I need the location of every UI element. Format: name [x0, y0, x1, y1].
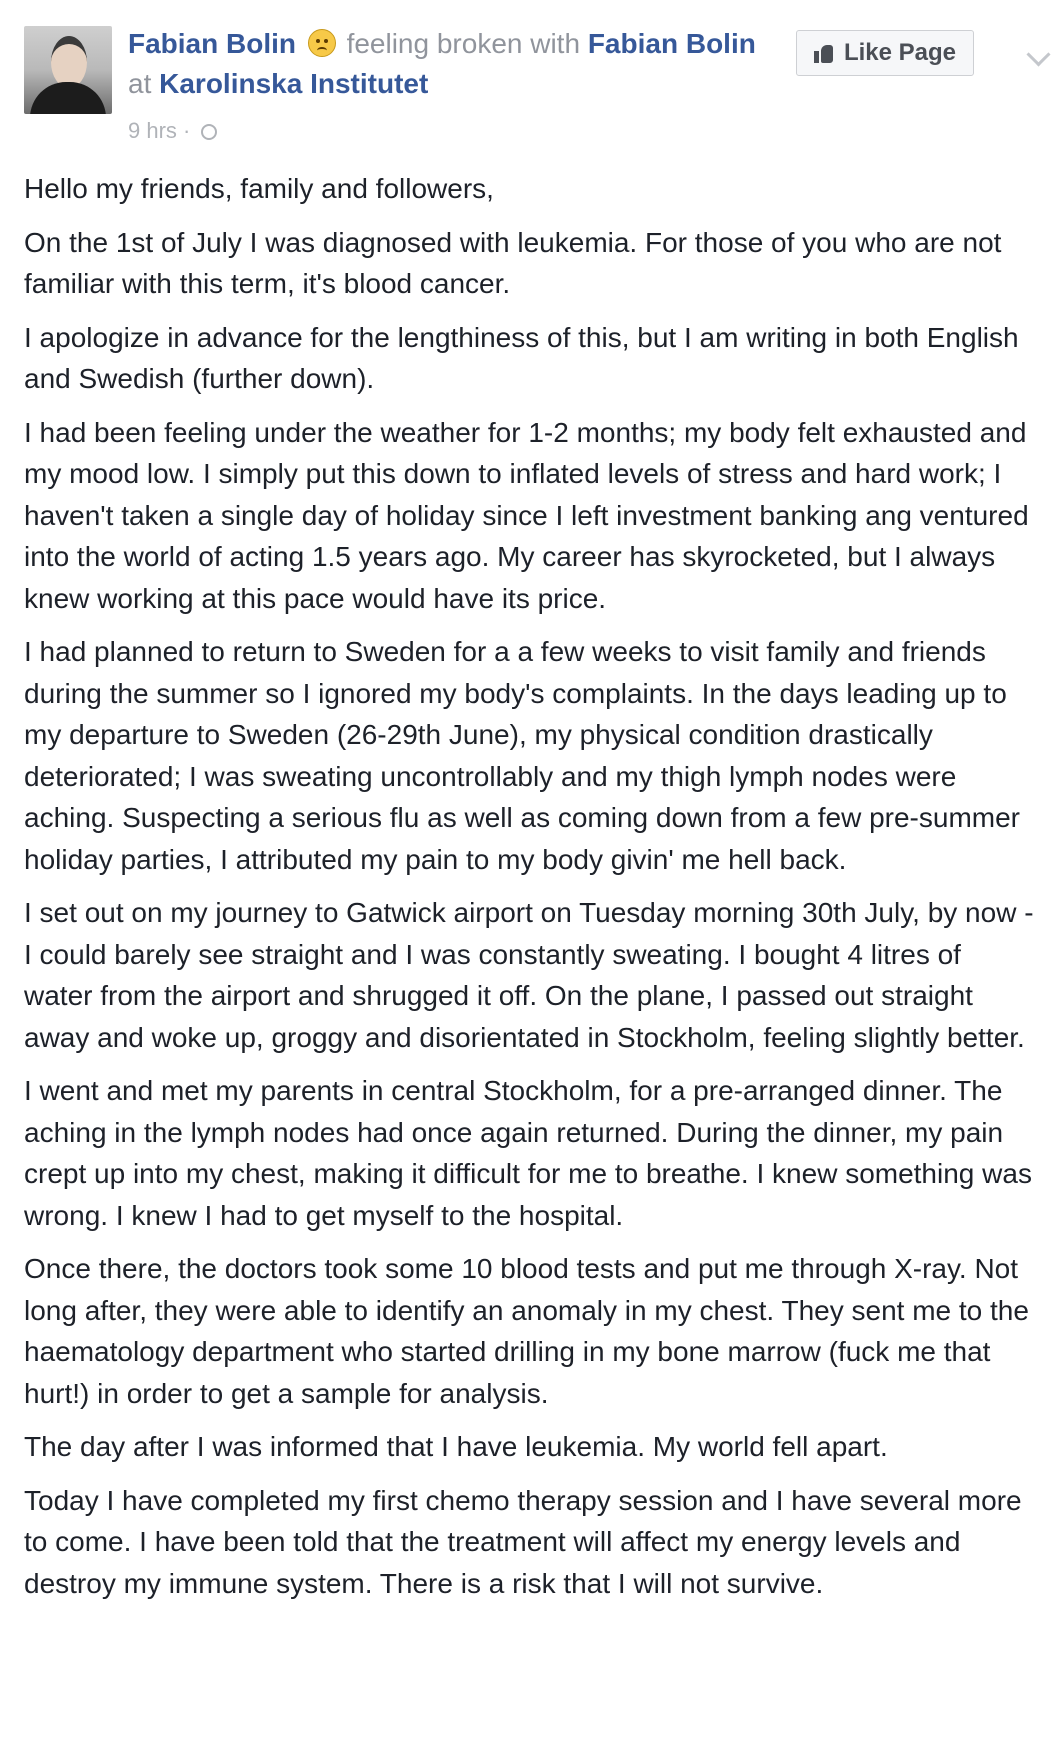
post-paragraph: I went and met my parents in central Stockholm, for a pre-arranged dinner. The aching in the lymph nodes had once again returned. During the dinner, my pain crept up into my chest, making it difficult for me to breathe. I knew something was wrong. I knew I had to get myself to the hospital. — [24, 1075, 1032, 1231]
avatar[interactable] — [24, 26, 112, 114]
at-text: at — [128, 68, 152, 99]
post-paragraph: I apologize in advance for the lengthiness of this, but I am writing in both English and Swedish (further down). — [24, 321, 1019, 394]
post-paragraph: Hello my friends, family and followers, — [24, 173, 494, 204]
activity-text: feeling broken with — [346, 28, 581, 59]
meta-separator: · — [183, 118, 191, 143]
tagged-person-link[interactable]: Fabian Bolin — [587, 28, 756, 59]
globe-icon[interactable] — [201, 124, 217, 140]
post-paragraph: Today I have completed my first chemo therapy session and I have several more to come. I have been told that the treatment will affect my energy levels and destroy my immune system. There is a risk that I will not survive. — [24, 1484, 1022, 1599]
post-body — [24, 168, 1034, 1616]
chevron-down-icon[interactable] — [1026, 42, 1050, 66]
post-header — [24, 22, 1034, 157]
post-paragraph: I had planned to return to Sweden for a a few weeks to visit family and friends during the summer so I ignored my body's complaints. In the days leading up to my departure to Sweden (26-29th June), my physical condition drastically deteriorated; I was sweating uncontrollably and my thigh lymph nodes were aching. Suspecting a serious flu as well as coming down from a few pre-summer holiday parties, I attributed my pain to my body givin' me hell back. — [24, 636, 1020, 875]
timestamp-link[interactable]: 9 hrs — [128, 118, 177, 143]
post-paragraph: On the 1st of July I was diagnosed with leukemia. For those of you who are not familiar with this term, it's blood cancer. — [24, 226, 1002, 299]
location-link[interactable]: Karolinska Institutet — [159, 68, 429, 99]
like-page-button[interactable] — [796, 30, 974, 76]
author-name-link[interactable]: Fabian Bolin — [128, 28, 296, 59]
post-paragraph: I set out on my journey to Gatwick airport on Tuesday morning 30th July, by now - I could barely see straight and I was constantly sweating. I bought 4 litres of water from the airport and shrugged it off. On the plane, I passed out straight away and woke up, groggy and disorientated in Stockholm, feeling slightly better. — [24, 897, 1034, 1053]
post-meta — [128, 118, 217, 144]
sad-face-emoji-icon — [308, 29, 336, 57]
avatar-shoulders — [30, 82, 106, 114]
avatar-head — [51, 36, 87, 88]
post-paragraph: I had been feeling under the weather for 1-2 months; my body felt exhausted and my mood low. I simply put this down to inflated levels of stress and hard work; I haven't taken a single day of holiday since I left investment banking ang ventured into the world of acting 1.5 years ago. My career has skyrocketed, but I always knew working at this pace would have its price. — [24, 416, 1029, 614]
thumbs-up-icon — [814, 43, 834, 63]
post-headline — [128, 24, 768, 104]
post-paragraph: The day after I was informed that I have leukemia. My world fell apart. — [24, 1431, 888, 1462]
post-paragraph: Once there, the doctors took some 10 blood tests and put me through X-ray. Not long after, they were able to identify an anomaly in my chest. They sent me to the haematology department who started drilling in my bone marrow (fuck me that hurt!) in order to get a sample for analysis. — [24, 1253, 1029, 1409]
like-page-label: Like Page — [843, 39, 957, 66]
